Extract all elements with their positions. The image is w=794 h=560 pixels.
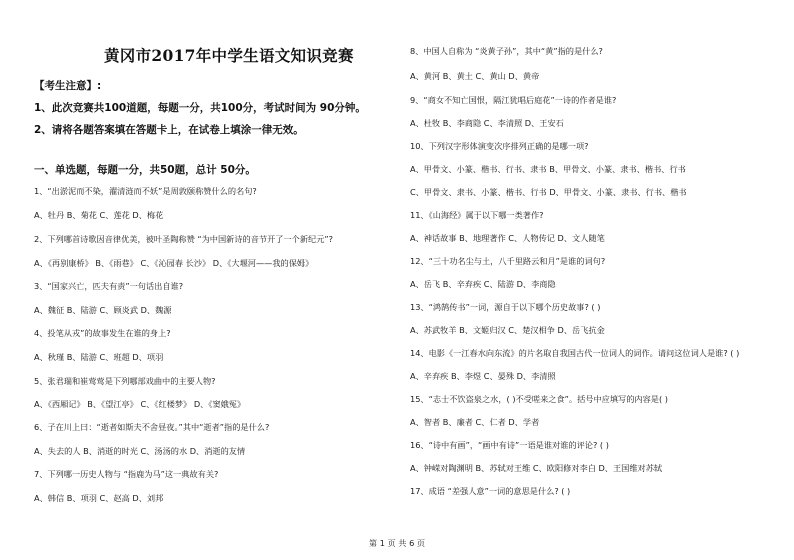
question: 15、“志士不饮盗泉之水，( )不受嗟来之食”。括号中应填写的内容是( )	[410, 394, 668, 404]
options: A、智者 B、廉者 C、仁者 D、学者	[410, 417, 540, 427]
options: A、甲骨文、小篆、楷书、行书、隶书 B、甲骨文、小篆、隶书、楷书、行书	[410, 164, 686, 174]
question: 3、“国家兴亡，匹夫有责”一句话出自谁?	[34, 281, 184, 291]
question: 13、“鸿鹄传书”一词，源自于以下哪个历史故事? ( )	[410, 302, 601, 312]
question: 2、下列哪首诗歌因音律优美，被叶圣陶称赞 “为中国新诗的音节开了一个新纪元”?	[34, 234, 334, 244]
section-heading: 一、单选题，每题一分，共50题，总计 50分。	[34, 164, 256, 176]
options: A、失去的人 B、消逝的时光 C、汤汤的水 D、消逝的友情	[34, 446, 246, 456]
options: A、神话故事 B、地理著作 C、人物传记 D、文人随笔	[410, 233, 605, 243]
options: A、辛弃疾 B、李煜 C、晏殊 D、李清照	[410, 371, 556, 381]
options: A、秋瑾 B、陆游 C、班超 D、项羽	[34, 352, 164, 362]
options: A、牡丹 B、菊花 C、莲花 D、梅花	[34, 210, 164, 220]
question: 17、成语 “差强人意”一词的意思是什么? ( )	[410, 486, 571, 496]
question: 16、“诗中有画”，“画中有诗”一语是谁对谁的评论? ( )	[410, 440, 609, 450]
question: 11、《山海经》属于以下哪一类著作?	[410, 210, 544, 220]
options: A、韩信 B、项羽 C、赵高 D、刘邦	[34, 493, 164, 503]
options: A、苏武牧羊 B、文姬归汉 C、楚汉相争 D、岳飞抗金	[410, 325, 605, 335]
options: A、黄河 B、黄土 C、黄山 D、黄帝	[410, 71, 540, 81]
options: A、钟嵘对陶渊明 B、苏轼对王维 C、欧阳修对李白 D、王国维对苏轼	[410, 463, 663, 473]
question: 8、中国人自称为 “炎黄子孙”，其中“黄”指的是什么?	[410, 46, 603, 56]
notice-line: 2、请将各题答案填在答题卡上，在试卷上填涂一律无效。	[34, 124, 304, 136]
question: 1、“出淤泥而不染，濯清涟而不妖”是周敦颐称赞什么的名句?	[34, 186, 257, 196]
question: 6、子在川上曰：“逝者如斯夫不舍昼夜。”其中“逝者”指的是什么?	[34, 422, 270, 432]
options: A、魏征 B、陆游 C、顾炎武 D、魏源	[34, 305, 172, 315]
options: A、《再别康桥》 B、《雨巷》 C、《沁园春 长沙》 D、《大堰河——我的保姆》	[34, 258, 314, 268]
notice-heading: 【考生注意】:	[34, 80, 102, 92]
question: 9、“商女不知亡国恨，隔江犹唱后庭花”一诗的作者是谁?	[410, 95, 617, 105]
question: 12、“三十功名尘与土，八千里路云和月”是谁的词句?	[410, 256, 606, 266]
options: A、岳飞 B、辛弃疾 C、陆游 D、李商隐	[410, 279, 556, 289]
options: A、《西厢记》 B、《望江亭》 C、《红楼梦》 D、《窦娥冤》	[34, 399, 246, 409]
page-title: 黄冈市2017年中学生语文知识竞赛	[104, 46, 354, 65]
page-footer: 第 1 页 共 6 页	[368, 538, 426, 548]
options: C、甲骨文、隶书、小篆、楷书、行书 D、甲骨文、小篆、隶书、行书、楷书	[410, 187, 687, 197]
question: 7、下列哪一历史人物与 “指鹿为马”这一典故有关?	[34, 469, 219, 479]
question: 4、投笔从戎”的故事发生在谁的身上?	[34, 328, 171, 338]
question: 5、张君瑞和崔莺莺是下列哪部戏曲中的主要人物?	[34, 376, 216, 386]
notice-line: 1、此次竞赛共100道题，每题一分，共100分，考试时间为 90分钟。	[34, 102, 366, 114]
options: A、杜牧 B、李商隐 C、李清照 D、王安石	[410, 118, 564, 128]
question: 10、下列汉字形体演变次序排列正确的是哪一项?	[410, 141, 589, 151]
question: 14、电影《一江春水向东流》的片名取自我国古代一位词人的词作。请问这位词人是谁? ( )	[410, 348, 740, 358]
